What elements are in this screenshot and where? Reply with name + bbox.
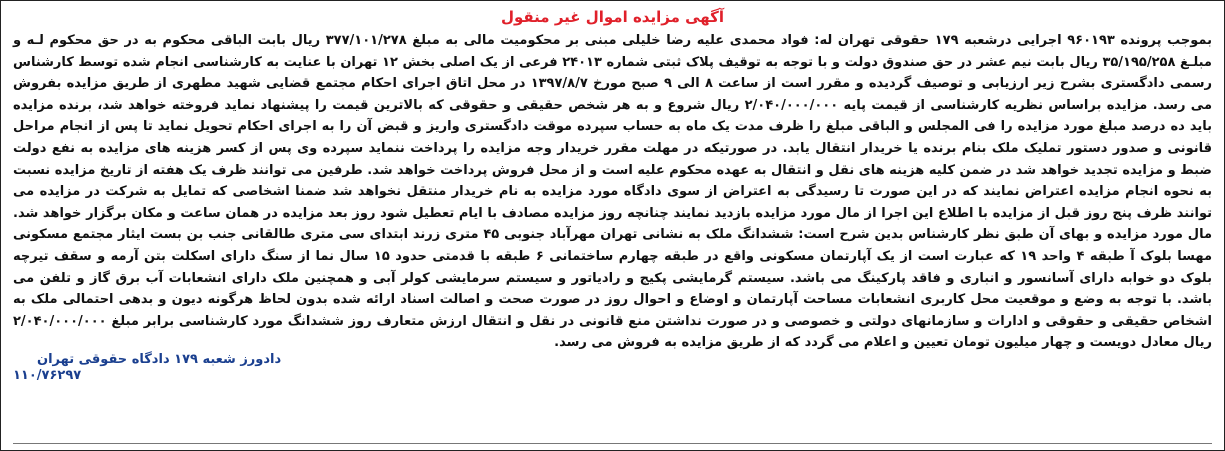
notice-body: بموجب پرونده ۹۶۰۱۹۳ اجرایی درشعبه ۱۷۹ حقوقی تهران له: فواد محمدی علیه رضا خلیلی مبنی بر محکومیت مالی به مبلغ ۳۷۷/۱۰۱/۲۷۸ ریال بابت الباقی محکوم به در حق محکوم لـه و مبلـغ ۳۵/۱۹۵/۲۵۸ ریال بابت نیم عشر در حق صندوق دولت و با توجه به توقیف پلاک ثبتی شماره ۲۴۰۱۳ فرعی از یک اصلی بخش ۱۲ تهران با عنایت به کارشناسی انجام شده توسط کارشناس رسمی دادگستری بشرح زیر ارزیابی و توصیف گردیده و مقرر است از ساعت ۸ الی ۹ صبح مورخ ۱۳۹۷/۸/۷ در محل اتاق اجرای احکام مجتمع قضایی شهید مطهری از طریق مزایده بفروش می رسد. مزایده براساس نظریه کارشناسی از قیمت پایه ۲/۰۴۰/۰۰۰/۰۰۰ ریال شروع و به هر شخص حقیقی و حقوقی که بالاترین قیمت را پیشنهاد نماید فروخته خواهد شد، برنده مزایده باید ده درصد مبلغ مورد مزایده را فی المجلس و الباقی مبلغ را ظرف مدت یک ماه به حساب سپرده موقت دادگستری واریز و قبض آن را به اجرای احکام تحویل نماید تا پس از انجام مراحل قانونی و صدور دستور تملیک ملک بنام برنده یا خریدار انتقال یابد. در صورتیکه در مهلت مقرر خریدار وجه مزایده را پرداخت ننماید سپرده وی پس از کسر هزینه های مزایده به نفع دولت ضبط و مزایده تجدید خواهد شد در ضمن کلیه هزینه های نقل و انتقال به عهده محکوم علیه است و از محل فروش پرداخت خواهد شد. طرفین می توانند ظرف یک هفته از تاریخ مزایده نسبت به نحوه انجام مزایده اعتراض نمایند که در این صورت تا رسیدگی به اعتراض از سوی دادگاه مورد مزایده به نام خریدار منتقل نخواهد شد ضمنا اشخاصی که تمایل به شرکت در مزایده می توانند ظرف پنج روز قبل از مزایده با اطلاع این اجرا از مال مورد مزایده بازدید نمایند چنانچه روز مزایده مصادف با ایام تعطیل شود روز بعد مزایده در همان ساعت و مکان برگزار خواهد شد. مال مورد مزایده و بهای آن طبق نظر کارشناس بدین شرح است: ششدانگ ملک به نشانی تهران مهرآباد جنوبی ۴۵ متری زرند ابتدای سی متری طالقانی جنب بن بست ایثار مجتمع مسکونی مهسا بلوک آ طبقه ۴ واحد ۱۹ که عبارت است از یک آپارتمان مسکونی واقع در طبقه چهارم ساختمانی ۶ طبقه با قدمتی حدود ۱۵ سال نما از سنگ دارای اسکلت بتن آرمه و سقف تیرچه بلوک دو خوابه دارای آسانسور و انباری و فاقد پارکینگ می باشد. سیستم گرمایشی پکیج و رادیاتور و سیستم سرمایشی کولر آبی و همچنین ملک دارای انشعابات آب برق گاز و تلفن می باشد. با توجه به وضع و موقعیت محل کاربری انشعابات مساحت آپارتمان و اوضاع و احوال روز در صورت صحت و اصالت اسناد ارائه شده بدون لحاظ هرگونه دیون و بدهی احتمالی ملک به اشخاص حقیقی و حقوقی و ادارات و سازمانهای دولتی و خصوصی و در صورت نداشتن منع قانونی در نقل و انتقال ارزش متعارف روز ششدانگ مورد کارشناسی برابر مبلغ ۲/۰۴۰/۰۰۰/۰۰۰ ریال معادل دویست و چهار میلیون تومان تعیین و اعلام می گردد که از طریق مزایده به فروش می رسد. [13,33,1213,351]
notice-footer [13,351,1212,390]
ad-code: ۱۱۰/۷۶۲۹۷ [13,367,82,383]
notice-title: آگهی مزایده اموال غیر منقول [500,8,725,26]
signature: دادورز شعبه ۱۷۹ دادگاه حقوقی تهران [37,351,282,367]
bottom-divider [13,443,1212,444]
